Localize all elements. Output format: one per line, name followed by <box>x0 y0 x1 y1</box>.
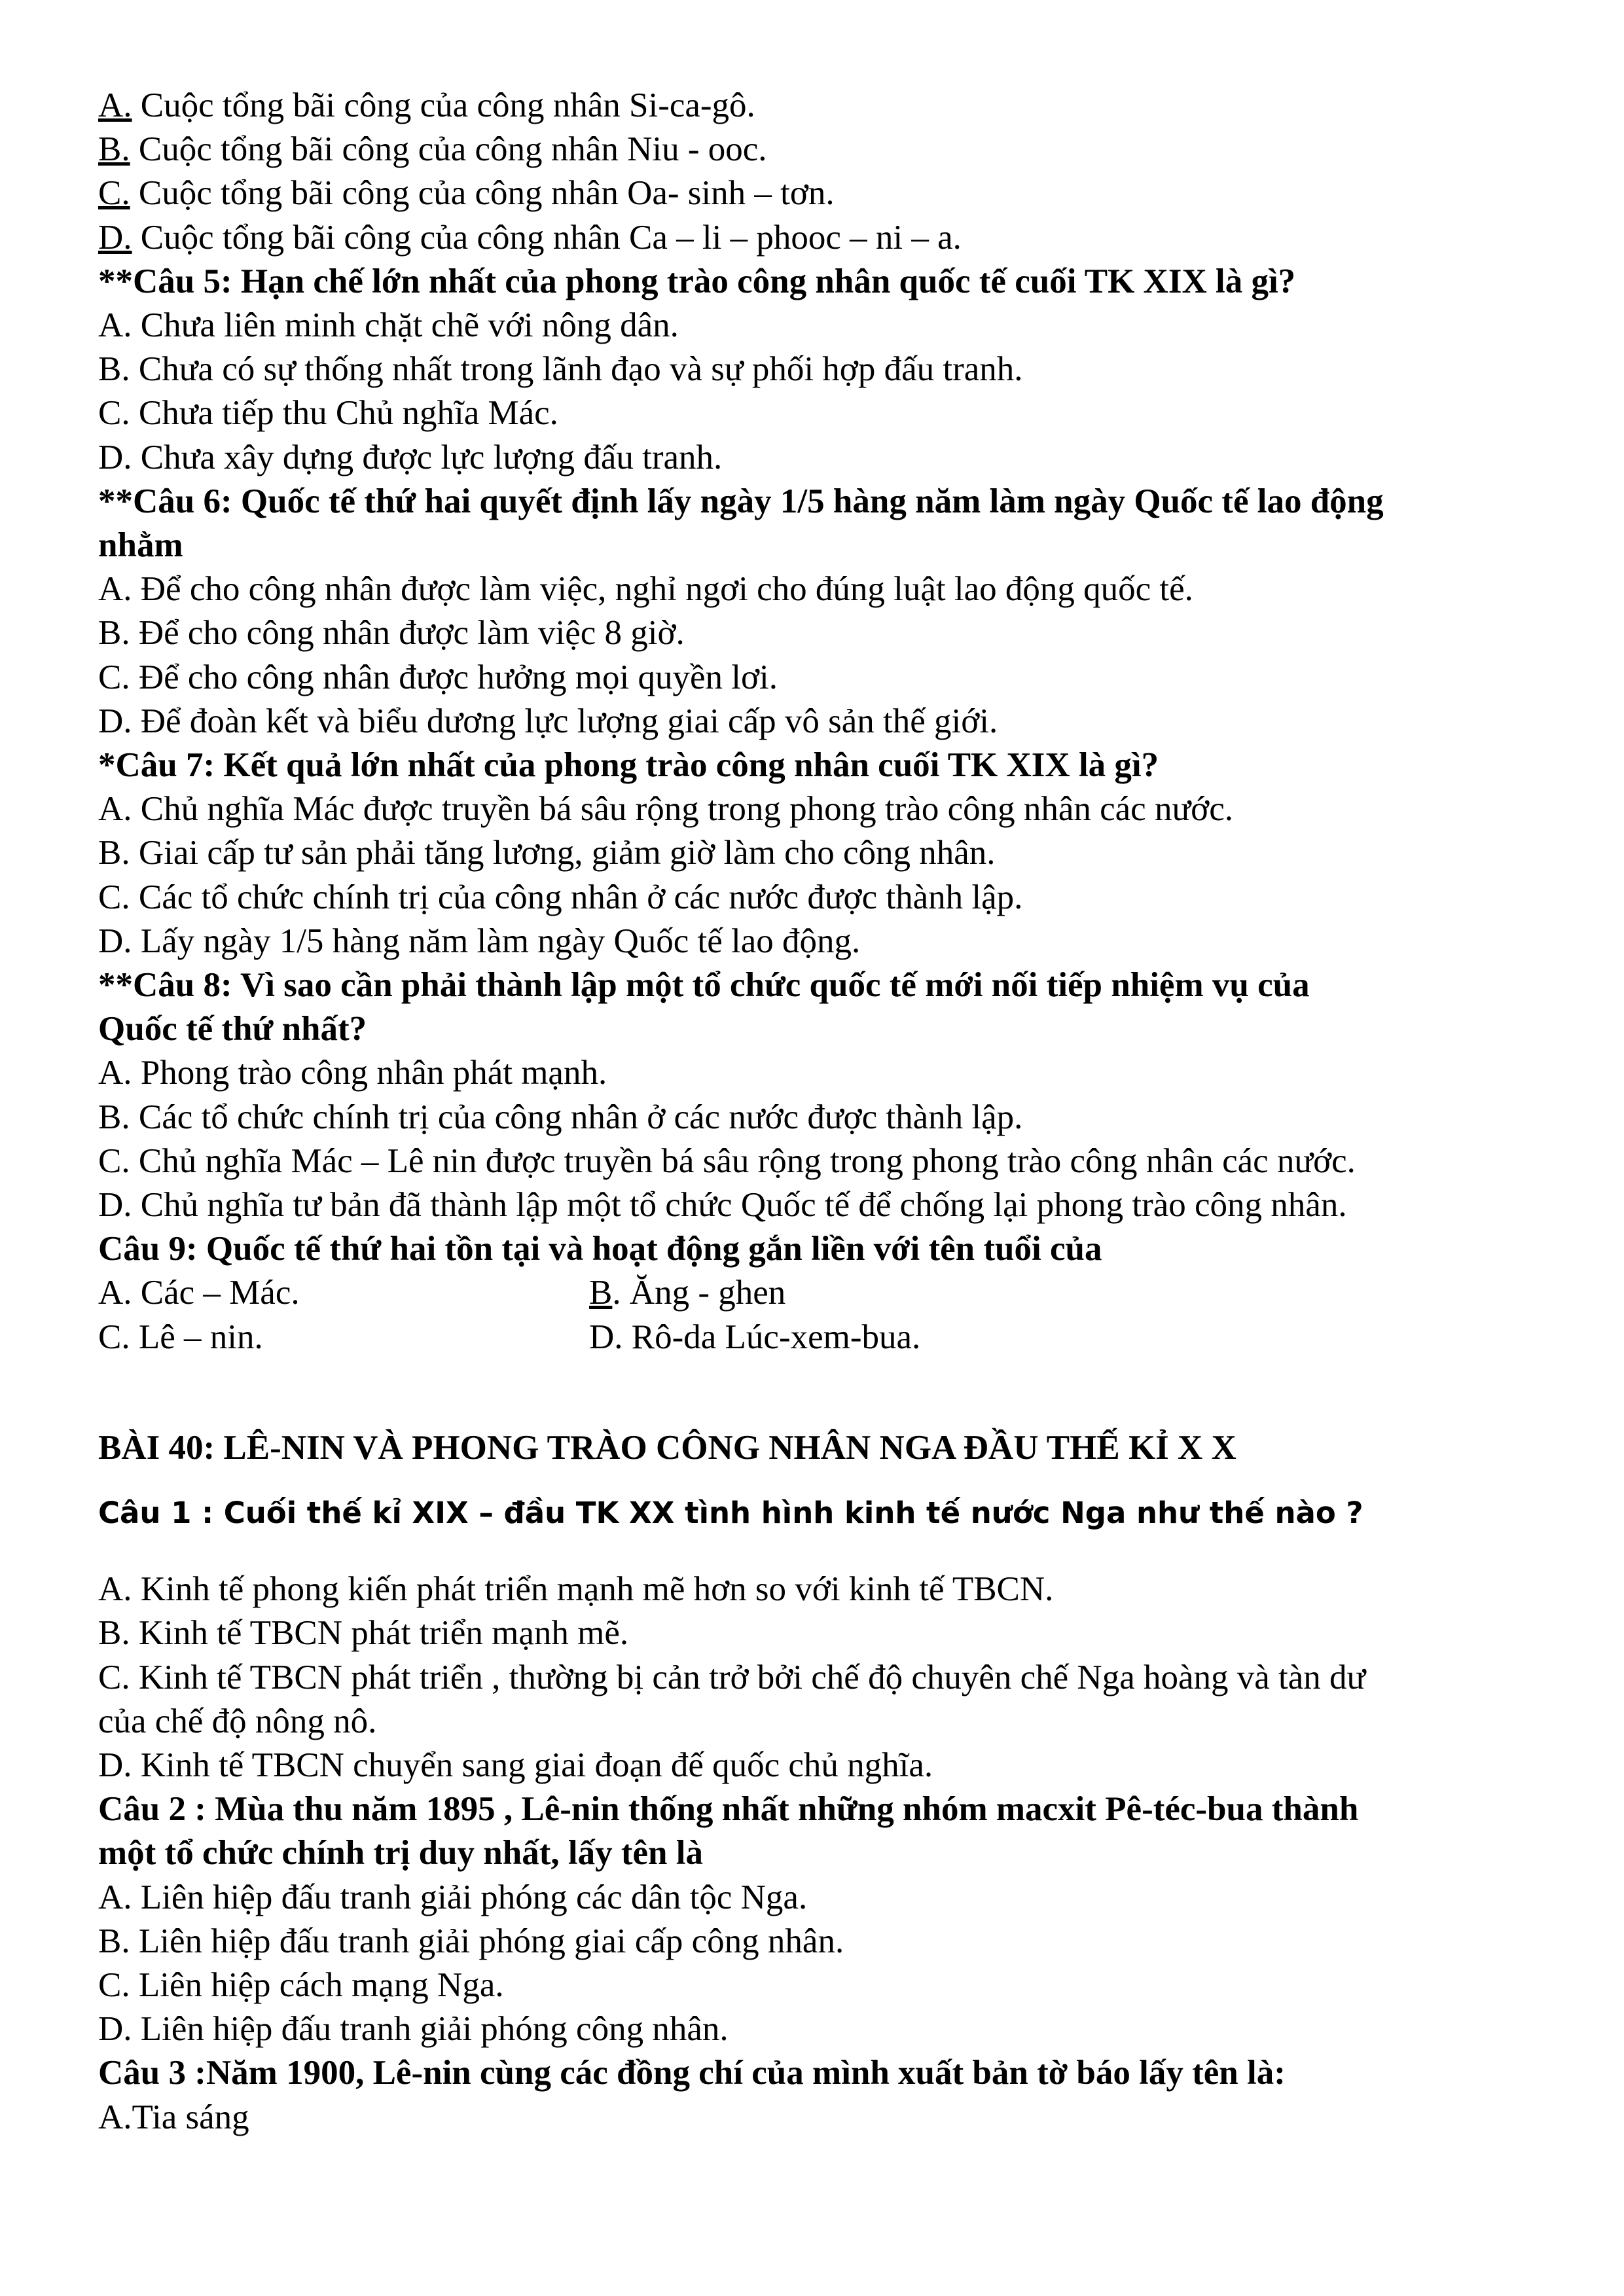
q4-option-c <box>98 171 1538 215</box>
q6-option-d: D. Để đoàn kết và biểu dương lực lượng giai cấp vô sản thế giới. <box>98 702 998 740</box>
q6-question-line2: nhằm <box>98 526 183 565</box>
q9-options-row-1 <box>98 1271 1538 1315</box>
option-text: Cuộc tổng bãi công của công nhân Niu - ooc. <box>130 130 767 169</box>
l40-q1-option-a: A. Kinh tế phong kiến phát triển mạnh mẽ hơn so với kinh tế TBCN. <box>98 1570 1054 1609</box>
q9-option-b <box>589 1271 785 1315</box>
q4-option-b <box>98 128 1538 171</box>
l40-q3-question: Câu 3 :Năm 1900, Lê-nin cùng các đồng chí của mình xuất bản tờ báo lấy tên là: <box>98 2054 1286 2092</box>
q7-option-c: C. Các tổ chức chính trị của công nhân ở các nước được thành lập. <box>98 878 1023 916</box>
option-text: Cuộc tổng bãi công của công nhân Si-ca-gô. <box>132 86 755 124</box>
q9-options-row-2 <box>98 1316 1538 1359</box>
q7-option-d: D. Lấy ngày 1/5 hàng năm làm ngày Quốc tế lao động. <box>98 922 861 960</box>
q8-option-d: D. Chủ nghĩa tư bản đã thành lập một tổ chức Quốc tế để chống lại phong trào công nhân. <box>98 1186 1347 1225</box>
q6-question-line1: **Câu 6: Quốc tế thứ hai quyết định lấy ngày 1/5 hàng năm làm ngày Quốc tế lao động <box>98 482 1384 520</box>
option-letter: A. <box>98 86 132 124</box>
l40-q1-question: Câu 1 : Cuối thế kỉ XIX – đầu TK XX tình hình kinh tế nước Nga như thế nào ? <box>98 1496 1363 1531</box>
q8-option-b: B. Các tổ chức chính trị của công nhân ở các nước được thành lập. <box>98 1098 1023 1136</box>
l40-q2-question-line1: Câu 2 : Mùa thu năm 1895 , Lê-nin thống nhất những nhóm macxit Pê-téc-bua thành <box>98 1790 1359 1829</box>
lesson-40-title: BÀI 40: LÊ-NIN VÀ PHONG TRÀO CÔNG NHÂN NGA ĐẦU THẾ KỈ X X <box>98 1428 1236 1467</box>
q9-option-d: D. Rô-da Lúc-xem-bua. <box>589 1318 921 1356</box>
q8-question-line1: **Câu 8: Vì sao cần phải thành lập một tổ chức quốc tế mới nối tiếp nhiệm vụ của <box>98 966 1310 1005</box>
q9-option-a: A. Các – Mác. <box>98 1274 300 1312</box>
q5-option-d: D. Chưa xây dựng được lực lượng đấu tranh. <box>98 438 723 476</box>
q5-option-b: B. Chưa có sự thống nhất trong lãnh đạo và sự phối hợp đấu tranh. <box>98 350 1023 389</box>
document-content <box>98 84 1538 2140</box>
q6-option-a: A. Để cho công nhân được làm việc, nghỉ ngơi cho đúng luật lao động quốc tế. <box>98 570 1193 609</box>
q7-question: *Câu 7: Kết quả lớn nhất của phong trào công nhân cuối TK XIX là gì? <box>98 746 1159 785</box>
option-letter: D. <box>98 218 132 257</box>
q9-option-c: C. Lê – nin. <box>98 1318 263 1356</box>
option-letter: B <box>589 1274 613 1312</box>
l40-q2-option-c: C. Liên hiệp cách mạng Nga. <box>98 1965 504 2004</box>
l40-q1-option-c: C. Kinh tế TBCN phát triển , thường bị cản trở bởi chế độ chuyên chế Nga hoàng và tàn dư <box>98 1658 1366 1696</box>
option-text: Cuộc tổng bãi công của công nhân Ca – li – phooc – ni – a. <box>132 218 962 257</box>
q8-option-c: C. Chủ nghĩa Mác – Lê nin được truyền bá sâu rộng trong phong trào công nhân các nước. <box>98 1141 1356 1180</box>
option-letter: C. <box>98 174 130 213</box>
l40-q1-option-d: D. Kinh tế TBCN chuyển sang giai đoạn đế quốc chủ nghĩa. <box>98 1746 933 1784</box>
l40-q3-option-a: A.Tia sáng <box>98 2098 249 2136</box>
l40-q1-option-c-cont: của chế độ nông nô. <box>98 1702 377 1740</box>
q7-option-b: B. Giai cấp tư sản phải tăng lương, giảm giờ làm cho công nhân. <box>98 834 996 872</box>
option-text: Cuộc tổng bãi công của công nhân Oa- sinh – tơn. <box>130 174 835 213</box>
q4-option-d <box>98 216 1538 260</box>
q4-option-a <box>98 84 1538 128</box>
l40-q2-option-d: D. Liên hiệp đấu tranh giải phóng công nhân. <box>98 2010 729 2049</box>
q9-question: Câu 9: Quốc tế thứ hai tồn tại và hoạt động gắn liền với tên tuổi của <box>98 1230 1102 1268</box>
option-letter: B. <box>98 130 130 169</box>
l40-q2-option-b: B. Liên hiệp đấu tranh giải phóng giai cấp công nhân. <box>98 1922 844 1960</box>
l40-q2-question-line2: một tổ chức chính trị duy nhất, lấy tên là <box>98 1834 704 1873</box>
q5-option-a: A. Chưa liên minh chặt chẽ với nông dân. <box>98 306 679 345</box>
q5-option-c: C. Chưa tiếp thu Chủ nghĩa Mác. <box>98 394 558 433</box>
section-spacer <box>98 1359 1538 1426</box>
q8-option-a: A. Phong trào công nhân phát mạnh. <box>98 1054 607 1092</box>
q6-option-b: B. Để cho công nhân được làm việc 8 giờ. <box>98 614 685 653</box>
q8-question-line2: Quốc tế thứ nhất? <box>98 1010 367 1049</box>
l40-q1-option-b: B. Kinh tế TBCN phát triển mạnh mẽ. <box>98 1614 629 1653</box>
l40-q2-option-a: A. Liên hiệp đấu tranh giải phóng các dân tộc Nga. <box>98 1878 808 1916</box>
q7-option-a: A. Chủ nghĩa Mác được truyền bá sâu rộng trong phong trào công nhân các nước. <box>98 790 1233 829</box>
q6-option-c: C. Để cho công nhân được hưởng mọi quyền lơi. <box>98 658 778 696</box>
q5-question: **Câu 5: Hạn chế lớn nhất của phong trào công nhân quốc tế cuối TK XIX là gì? <box>98 262 1296 300</box>
option-text: . Ăng - ghen <box>612 1274 786 1312</box>
